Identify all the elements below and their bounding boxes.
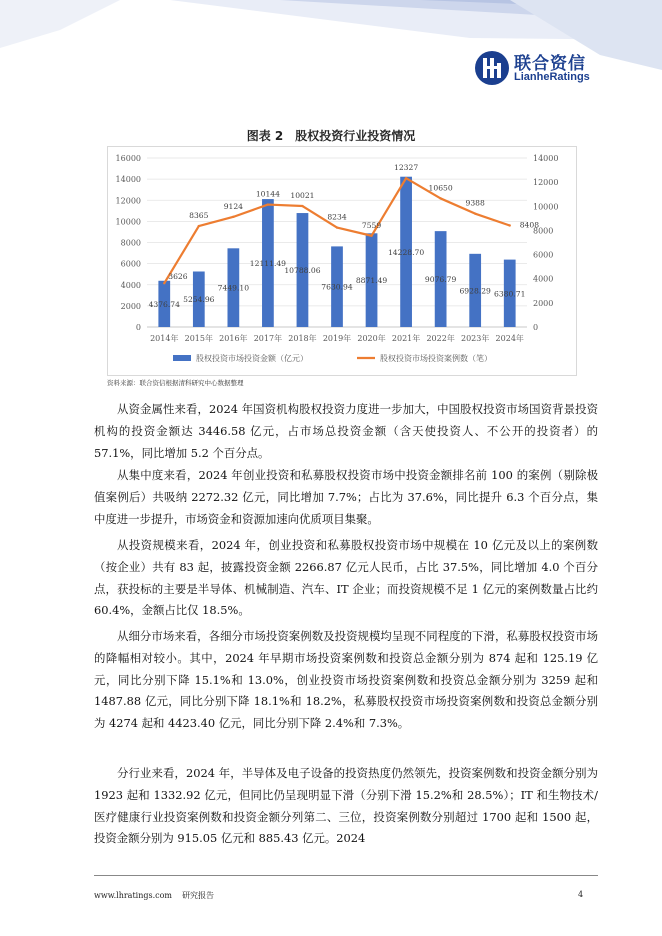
figure-title [0,127,662,144]
bar-value-label: 10788.06 [284,266,321,276]
x-tick-label: 2021年 [391,334,421,343]
legend-label-line: 股权投资市场投资案例数（笔） [380,354,492,363]
bar-value-label: 7449.10 [217,283,250,293]
y-left-tick-label: 2000 [120,301,141,311]
x-tick-label: 2017年 [253,334,283,343]
line-point-2014年 [163,282,165,284]
legend-label-bar: 股权投资市场投资金额（亿元） [196,354,308,363]
line-value-label: 10650 [428,183,453,193]
line-value-label: 9124 [223,201,244,211]
bar-value-label: 9076.79 [424,275,457,285]
y-left-tick-label: 8000 [120,238,141,248]
brand-name-cn: 联合资信 [514,54,586,74]
figure-label: 图表 2 [246,129,284,143]
line-value-label: 9388 [465,198,485,208]
x-tick-label: 2020年 [357,334,386,343]
x-tick-label: 2022年 [426,334,455,343]
line-value-label: 12327 [394,163,419,173]
footer-website[interactable]: www.lhratings.com [94,891,173,900]
line-point-2015年 [198,225,200,227]
x-tick-label: 2018年 [288,334,317,343]
legend-swatch-bar [173,355,191,361]
line-value-label: 10144 [255,189,280,199]
paragraph-concentration: 从集中度来看，2024 年创业投资和私募股权投资市场中投资金额排名前 100 的案例（剔除极值案例后）共吸纳 2272.32 亿元，同比增加 7.7%；占比为 37.6%，同比提升 6.3 个百分点，集中度进一步提升，市场资金和资源加速向优质项目集聚。 [94,468,598,526]
page-number: 4 [578,890,584,899]
bar-value-label: 6928.29 [459,286,491,296]
x-tick-label: 2014年 [150,334,179,343]
y-right-tick-label: 0 [533,323,539,332]
x-tick-label: 2015年 [184,334,213,343]
paragraph-segment-markets: 从细分市场来看，各细分市场投资案例数及投资规模均呈现不同程度的下滑，私募股权投资市场的降幅相对较小。其中，2024 年早期市场投资案例数和投资总金额分别为 874 起和 125.19 亿元，同比分别下降 15.1%和 13.0%，创业投资市场投资案例数和投资总金额分别为 3259 起和 1487.88 亿元，同比分别下降 18.1%和 18.2%，私募股权投资市场投资案例数和投资总金额分别为 4274 起和 4423.40 亿元，同比分别下降 2.4%和 7.3%。 [94,629,598,731]
line-value-label: 7559 [361,220,382,230]
x-tick-label: 2023年 [461,334,490,343]
footer-divider [94,875,598,876]
line-point-2023年 [474,212,476,214]
lianhe-logo-icon [474,50,510,86]
y-left-tick-label: 6000 [120,259,141,269]
bar-value-label: 14228.70 [387,247,425,257]
y-left-tick-label: 16000 [115,154,141,163]
bar-value-label: 8871.49 [355,276,388,286]
line-point-2020年 [370,235,372,237]
brand-logo [474,46,604,90]
bar-value-label: 7630.94 [321,282,353,292]
line-point-2016年 [232,216,234,218]
line-point-2024年 [509,224,511,226]
x-tick-label: 2016年 [219,334,248,343]
y-right-tick-label: 12000 [533,178,559,188]
paragraph-industry: 分行业来看，2024 年，半导体及电子设备的投资热度仍然领先，投资案例数和投资金额分别为 1923 起和 1332.92 亿元，但同比仍呈现明显下滑（分别下滑 15.2%和 28.5%）；IT 和生物技术/医疗健康行业投资案例数和投资金额分列第二、三位，投资案例数分别超过 1700 起和 1500 起，投资金额分别为 915.05 亿元和 885.43 亿元。2024 [94,766,598,846]
footer-doc-type: 研究报告 [182,891,215,900]
y-right-tick-label: 4000 [533,274,554,284]
y-left-tick-label: 10000 [115,217,141,227]
y-left-tick-label: 4000 [120,280,141,290]
x-tick-label: 2019年 [322,334,352,343]
line-point-2018年 [301,205,303,207]
bar-value-label: 12111.49 [249,259,287,269]
y-left-tick-label: 14000 [115,175,141,185]
line-value-label: 8365 [189,211,209,221]
line-point-2021年 [405,177,407,179]
y-left-tick-label: 0 [135,323,141,332]
line-point-2019年 [336,226,338,228]
bar-value-label: 5254.96 [183,295,215,305]
line-value-label: 8234 [327,212,347,222]
x-tick-label: 2024年 [495,334,524,343]
figure-source: 资料来源：联合资信根据清科研究中心数据整理 [107,379,244,387]
line-point-2017年 [267,203,269,205]
line-point-2022年 [439,197,441,199]
chart-svg [107,146,577,376]
line-value-label: 8408 [519,220,540,230]
investment-chart [107,146,577,376]
y-right-tick-label: 2000 [533,298,554,308]
paragraph-capital-attribute: 从资金属性来看，2024 年国资机构股权投资力度进一步加大，中国股权投资市场国资背景投资机构的投资金额达 3446.58 亿元，占市场总投资金额（含天使投资人、不公开的投资者）的 57.1%，同比增加 5.2 个百分点。 [94,402,598,460]
brand-name-en: LianheRatings [514,71,590,83]
y-left-tick-label: 12000 [115,196,141,206]
bar-value-label: 4376.74 [148,299,180,309]
y-right-tick-label: 8000 [533,226,554,236]
y-right-tick-label: 6000 [533,250,554,260]
line-value-label: 10021 [290,191,315,201]
line-value-label: 3626 [168,272,188,282]
bar-value-label: 6380.71 [494,289,526,299]
y-right-tick-label: 14000 [533,154,559,163]
figure-title-text: 股权投资行业投资情况 [295,129,416,143]
paragraph-investment-scale: 从投资规模来看，2024 年，创业投资和私募股权投资市场中规模在 10 亿元及以上的案例数（按企业）共有 83 起，披露投资金额 2266.87 亿元人民币，占比 37.5%，同比增加 4.0 个百分点，获投标的主要是半导体、机械制造、汽车、IT 企业；而投资规模不足 1 亿元的案例数量占比约 60.4%，金额占比仅 18.5%。 [94,538,598,618]
footer-info [94,890,224,901]
y-right-tick-label: 10000 [533,202,559,212]
